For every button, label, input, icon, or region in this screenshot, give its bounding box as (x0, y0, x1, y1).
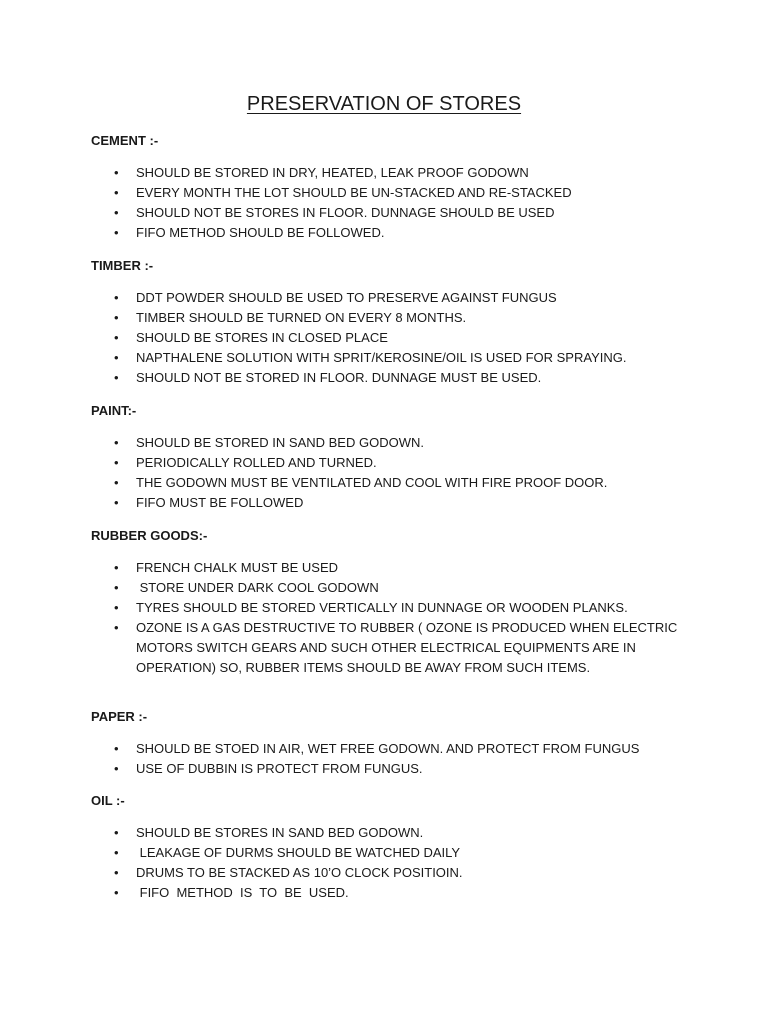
list-item: • STORE UNDER DARK COOL GODOWN (91, 578, 691, 598)
bullet-list (91, 163, 691, 243)
list-item: • SHOULD BE STORES IN CLOSED PLACE (91, 328, 691, 348)
section-heading: OIL :- (91, 793, 125, 808)
list-item: • DDT POWDER SHOULD BE USED TO PRESERVE AGAINST FUNGUS (91, 288, 691, 308)
page-title (0, 91, 768, 117)
page-title-text: PRESERVATION OF STORES (246, 93, 522, 115)
list-item: • EVERY MONTH THE LOT SHOULD BE UN-STACKED AND RE-STACKED (91, 183, 691, 203)
list-item: • SHOULD BE STORES IN SAND BED GODOWN. (91, 823, 691, 843)
bullet-list (91, 288, 691, 388)
list-item: • FIFO METHOD IS TO BE USED. (91, 883, 691, 903)
section-oil (91, 793, 691, 903)
section-rubber-goods (91, 528, 691, 678)
section-paper (91, 709, 691, 779)
list-item: • LEAKAGE OF DURMS SHOULD BE WATCHED DAILY (91, 843, 691, 863)
list-item: • DRUMS TO BE STACKED AS 10’O CLOCK POSITIOIN. (91, 863, 691, 883)
list-item: • SHOULD NOT BE STORED IN FLOOR. DUNNAGE MUST BE USED. (91, 368, 691, 388)
list-item: • TYRES SHOULD BE STORED VERTICALLY IN DUNNAGE OR WOODEN PLANKS. (91, 598, 691, 618)
list-item: • FIFO MUST BE FOLLOWED (91, 493, 691, 513)
bullet-list (91, 433, 691, 513)
list-item: • SHOULD BE STORED IN DRY, HEATED, LEAK PROOF GODOWN (91, 163, 691, 183)
bullet-list (91, 739, 691, 779)
list-item: • OZONE IS A GAS DESTRUCTIVE TO RUBBER ( OZONE IS PRODUCED WHEN ELECTRIC MOTORS SWITCH GEARS AND SUCH OTHER ELECTRICAL EQUIPMENTS ARE IN OPERATION) SO, RUBBER ITEMS SHOULD BE AWAY FROM SUCH ITEMS. (91, 618, 696, 678)
list-item: • FIFO METHOD SHOULD BE FOLLOWED. (91, 223, 691, 243)
section-heading: TIMBER :- (91, 258, 154, 273)
section-paint (91, 403, 691, 513)
section-heading: PAPER :- (91, 709, 148, 724)
bullet-list (91, 558, 691, 678)
section-timber (91, 258, 691, 388)
section-heading: RUBBER GOODS:- (91, 528, 208, 543)
list-item: • FRENCH CHALK MUST BE USED (91, 558, 691, 578)
list-item: • THE GODOWN MUST BE VENTILATED AND COOL WITH FIRE PROOF DOOR. (91, 473, 691, 493)
list-item: • SHOULD BE STOED IN AIR, WET FREE GODOWN. AND PROTECT FROM FUNGUS (91, 739, 691, 759)
list-item: • USE OF DUBBIN IS PROTECT FROM FUNGUS. (91, 759, 691, 779)
list-item: • TIMBER SHOULD BE TURNED ON EVERY 8 MONTHS. (91, 308, 691, 328)
section-cement (91, 133, 691, 243)
list-item: • NAPTHALENE SOLUTION WITH SPRIT/KEROSINE/OIL IS USED FOR SPRAYING. (91, 348, 691, 368)
section-heading: CEMENT :- (91, 133, 159, 148)
section-heading: PAINT:- (91, 403, 137, 418)
list-item: • SHOULD NOT BE STORES IN FLOOR. DUNNAGE SHOULD BE USED (91, 203, 691, 223)
list-item: • SHOULD BE STORED IN SAND BED GODOWN. (91, 433, 691, 453)
bullet-list (91, 823, 691, 903)
list-item: • PERIODICALLY ROLLED AND TURNED. (91, 453, 691, 473)
